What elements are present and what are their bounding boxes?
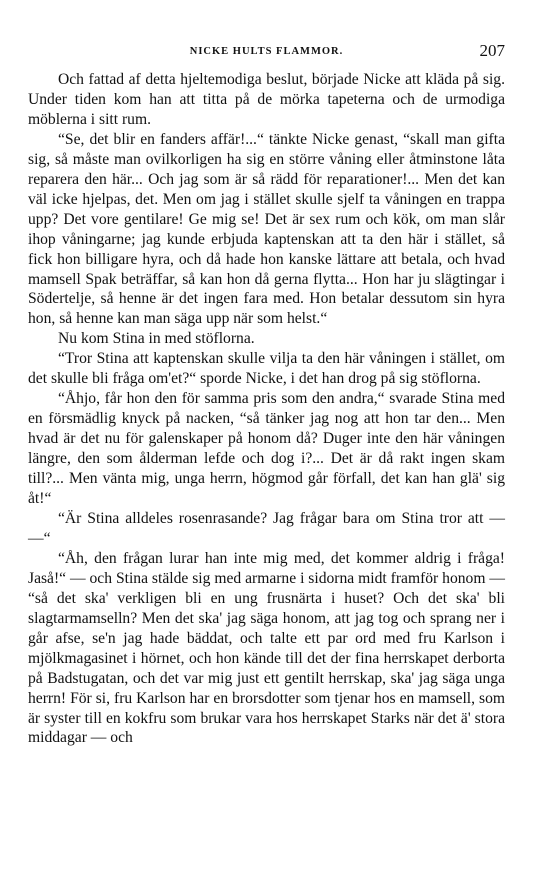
running-title: NICKE HULTS FLAMMOR.: [189, 46, 344, 57]
paragraph-5: “Åhjo, får hon den för samma pris som den andra,“ svarade Stina med en försmädlig knyck på nacken, “så tänker jag nog att hon tar den... Men hvad är det nu för galenskaper på honom då? Duger inte den här våningen längre, den som ålderman lefde och dog i?... Det är då rakt ingen skam till?... Men vänta mig, unga herrn, högmod går förfall, det kan han glä' sig åt!“: [28, 390, 505, 508]
paragraph-6: “Är Stina alldeles rosenrasande? Jag frågar bara om Stina tror att — —“: [28, 509, 505, 547]
paragraph-2: “Se, det blir en fanders affär!...“ tänkte Nicke genast, “skall man gifta sig, så måste man ovilkorligen ha sig en större våning eller åtminstone låta reparera den här... Och jag som är så rädd för reparationer!... Men det kan väl icke hjelpas, det. Men om jag i stället skulle sjelf ta våningen en trappa upp? Det vore gentilare! Ge mig se! Det är sex rum och kök, om man slår ihop våningarne; jag kunde erbjuda kaptenskan att ta den här i stället, så fick hon billigare hyra, och då hade hon kanske lättare att betala, och hvad mamsell Spak beträffar, så kan hon då gerna flytta... Hon har ju slägtingar i Södertelje, så henne är det ingen fara med. Hon betalar dessutom sin hyra hon, så henne kan man säga upp när som helst.“: [28, 130, 505, 328]
paragraph-3: Nu kom Stina in med stöflorna.: [58, 330, 255, 348]
page-number: 207: [479, 41, 505, 60]
running-head: [28, 38, 505, 68]
body-text: [28, 70, 505, 748]
paragraph-1: Och fattad af detta hjeltemodiga beslut, började Nicke att kläda på sig. Under tiden kom han att titta på de mörka tapeterna och de urmodiga möblerna i sitt rum.: [28, 71, 505, 128]
paragraph-4: “Tror Stina att kaptenskan skulle vilja ta den här våningen i stället, om det skulle bli fråga om'et?“ sporde Nicke, i det han drog på sig stöflorna.: [28, 350, 505, 388]
paragraph-7: “Åh, den frågan lurar han inte mig med, det kommer aldrig i fråga! Jaså!“ — och Stina stälde sig med armarne i sidorna midt framför honom — “så det ska' verkligen bli en ung frusnärta i huset? Och det ska' bli slagtarmamselln? Men det ska' jag säga honom, att jag tog och sprang ner i går afse, se'n jag hade bäddat, och talte ett par ord med fru Karlson i mjölkmagasinet i hörnet, och hon kände till det der fina herrskapet derborta på Badstugatan, och det var mig just ett gentilt herrskap, ska' jag säga unga herrn! För si, fru Karlson har en brorsdotter som tjenar hos en mamsell, som är syster till en kokfru som brukar vara hos herrskapet Starks när det ä' stora middagar — och: [28, 549, 505, 747]
